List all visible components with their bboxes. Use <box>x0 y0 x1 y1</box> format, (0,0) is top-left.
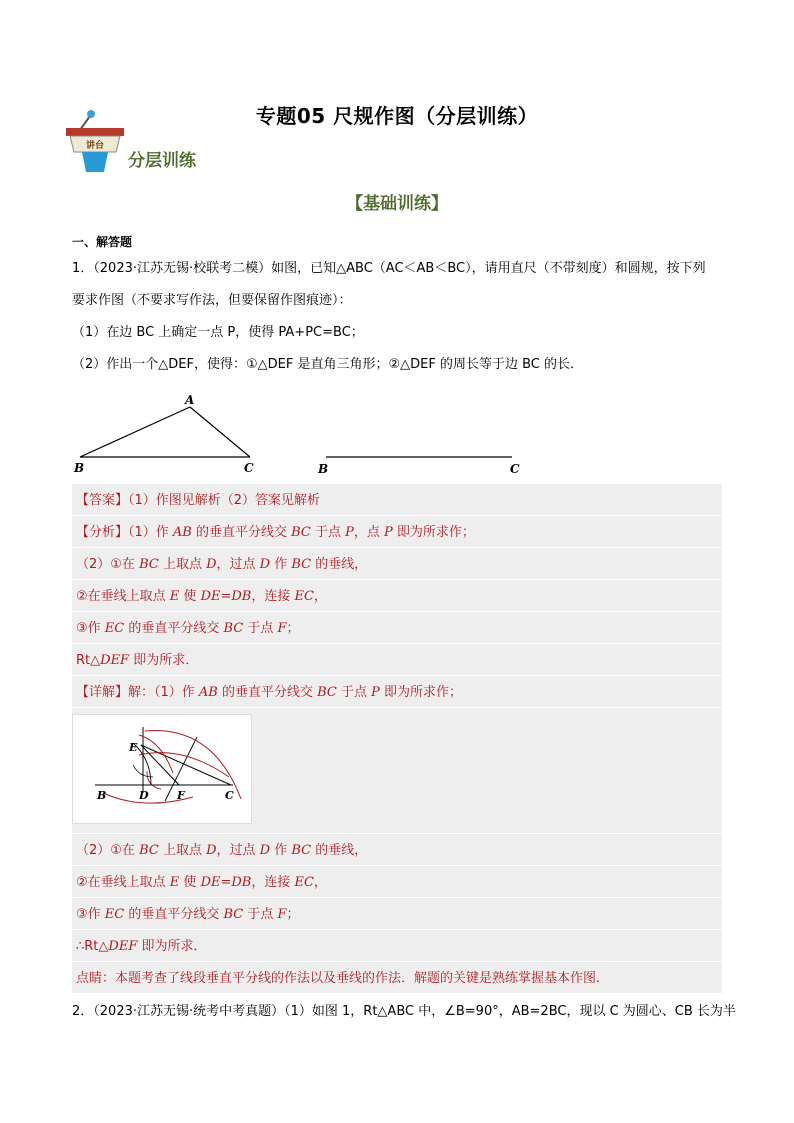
text-run: ③作 <box>76 907 105 922</box>
text-run: ③作 <box>76 621 105 636</box>
vertex-c-label: C <box>244 461 254 475</box>
text-run: ； <box>286 621 300 636</box>
point-d-label: D <box>139 789 149 802</box>
comment-row <box>72 962 722 994</box>
math-ec: EC <box>104 907 125 922</box>
question-1-line-2: 要求作图（不要求写作法，但要保留作图痕迹）： <box>72 293 352 308</box>
math-bc: BC <box>139 843 159 858</box>
detail-row-3 <box>72 866 722 898</box>
text-run: ，连接 <box>251 589 295 604</box>
analysis-row-1 <box>72 516 722 548</box>
text-run: 的垂直平分线交 <box>191 525 292 540</box>
answer-tag: 【答案】 <box>76 493 129 508</box>
text-run: ，点 <box>353 525 385 540</box>
point-c-label: C <box>225 789 234 802</box>
text-run: 作 <box>270 557 292 572</box>
point-b-label: B <box>97 789 107 802</box>
math-def: DEF <box>100 653 130 668</box>
text-run: 解：（1）作 <box>128 685 199 700</box>
text-run: ②在垂线上取点 <box>76 589 170 604</box>
document-title: 专题05 尺规作图（分层训练） <box>255 104 539 128</box>
math-d: D <box>259 557 271 572</box>
point-e-label: E <box>129 741 138 754</box>
text-run: 于点 <box>336 685 372 700</box>
text-run: ， <box>313 589 327 604</box>
comment-tag: 点睛： <box>76 971 116 986</box>
comment-text: 本题考查了线段垂直平分线的作法以及垂线的作法．解题的关键是熟练掌握基本作图． <box>115 971 610 986</box>
text-run: ，连接 <box>251 875 295 890</box>
text-run: 即为所求． <box>129 653 199 668</box>
text-run: ∴Rt△ <box>76 939 109 954</box>
logo-text: 讲台 <box>85 141 105 151</box>
math-bc: BC <box>291 557 312 572</box>
math-bc: BC <box>139 557 159 572</box>
text-run: ，过点 <box>216 557 260 572</box>
segment-bc-figure <box>314 440 529 480</box>
text-run: 的垂直平分线交 <box>124 907 224 922</box>
analysis-row-3 <box>72 580 722 612</box>
question-1-line-3: （1）在边 BC 上确定一点 P，使得 PA+PC=BC； <box>72 325 364 340</box>
math-p: P <box>371 685 380 700</box>
math-ec: EC <box>104 621 125 636</box>
vertex-b-label: B <box>74 461 85 475</box>
math-e: E <box>169 875 180 890</box>
text-run: ，过点 <box>216 843 260 858</box>
math-de-db: DE=DB <box>200 589 252 604</box>
math-bc: BC <box>291 843 312 858</box>
logo-label: 分层训练 <box>128 151 196 171</box>
question-2-line-1: 2．（2023·江苏无锡·统考中考真题）（1）如图 1，Rt△ABC 中，∠B=90°，AB=2BC，现以 C 为圆心、CB 长为半 <box>72 1004 736 1019</box>
detail-tag: 【详解】 <box>76 685 129 700</box>
text-run: 于点 <box>243 907 278 922</box>
answer-text: （1）作图见解析（2）答案见解析 <box>128 493 321 508</box>
text-run: 即为所求作； <box>379 685 463 700</box>
math-ab: AB <box>172 525 192 540</box>
text-run: 即为所求作； <box>392 525 475 540</box>
math-d: D <box>206 557 217 572</box>
math-p: P <box>345 525 354 540</box>
math-bc: BC <box>223 621 244 636</box>
section-heading: 【基础训练】 <box>346 194 448 214</box>
analysis-row-4 <box>72 612 722 644</box>
analysis-row-2 <box>72 548 722 580</box>
math-ec: EC <box>294 589 314 604</box>
answer-row <box>72 484 722 516</box>
math-d: D <box>206 843 217 858</box>
text-run: 的垂线， <box>311 843 368 858</box>
text-run: 使 <box>179 589 201 604</box>
math-bc: BC <box>291 525 311 540</box>
math-p: P <box>384 525 393 540</box>
detail-row-1 <box>72 676 722 708</box>
text-run: 的垂直平分线交 <box>124 621 224 636</box>
math-f: F <box>277 907 287 922</box>
question-1-line-4: （2）作出一个△DEF，使得：①△DEF 是直角三角形；②△DEF 的周长等于边 BC 的长． <box>72 357 583 372</box>
triangle-abc-figure <box>70 390 270 478</box>
segment-c-label: C <box>510 462 520 476</box>
question-1-line-1: 1．（2023·江苏无锡·校联考二模）如图，已知△ABC（AC＜AB＜BC），请用直尺（不带刻度）和圆规，按下列 <box>72 261 706 276</box>
detail-row-2 <box>72 834 722 866</box>
math-ab: AB <box>198 685 218 700</box>
math-bc: BC <box>317 685 337 700</box>
detail-row-4 <box>72 898 722 930</box>
text-run: （2）①在 <box>76 843 140 858</box>
analysis-tag: 【分析】 <box>76 525 129 540</box>
text-run: ； <box>286 907 300 922</box>
math-def: DEF <box>108 939 138 954</box>
math-f: F <box>277 621 287 636</box>
math-e: E <box>169 589 180 604</box>
math-ec: EC <box>294 875 314 890</box>
text-run: 的垂直平分线交 <box>217 685 318 700</box>
text-run: 作 <box>270 843 292 858</box>
math-d: D <box>259 843 271 858</box>
podium-logo-icon <box>60 108 130 174</box>
segment-b-label: B <box>318 462 329 476</box>
text-run: 的垂线， <box>311 557 368 572</box>
text-run: （2）①在 <box>76 557 140 572</box>
math-de-db: DE=DB <box>200 875 252 890</box>
detail-row-5 <box>72 930 722 962</box>
text-run: （1）作 <box>128 525 173 540</box>
text-run: 使 <box>179 875 201 890</box>
text-run: 即为所求． <box>137 939 207 954</box>
part-label: 一、解答题 <box>72 235 133 249</box>
text-run: ②在垂线上取点 <box>76 875 170 890</box>
math-bc: BC <box>223 907 244 922</box>
text-run: Rt△ <box>76 653 101 668</box>
text-run: 于点 <box>243 621 278 636</box>
point-f-label: F <box>177 789 185 802</box>
vertex-a-label: A <box>185 393 195 407</box>
text-run: ， <box>313 875 327 890</box>
text-run: 上取点 <box>158 843 207 858</box>
construction-figure <box>73 715 251 823</box>
text-run: 于点 <box>310 525 346 540</box>
construction-figure-box <box>72 714 252 824</box>
text-run: 上取点 <box>158 557 207 572</box>
analysis-row-5 <box>72 644 722 676</box>
